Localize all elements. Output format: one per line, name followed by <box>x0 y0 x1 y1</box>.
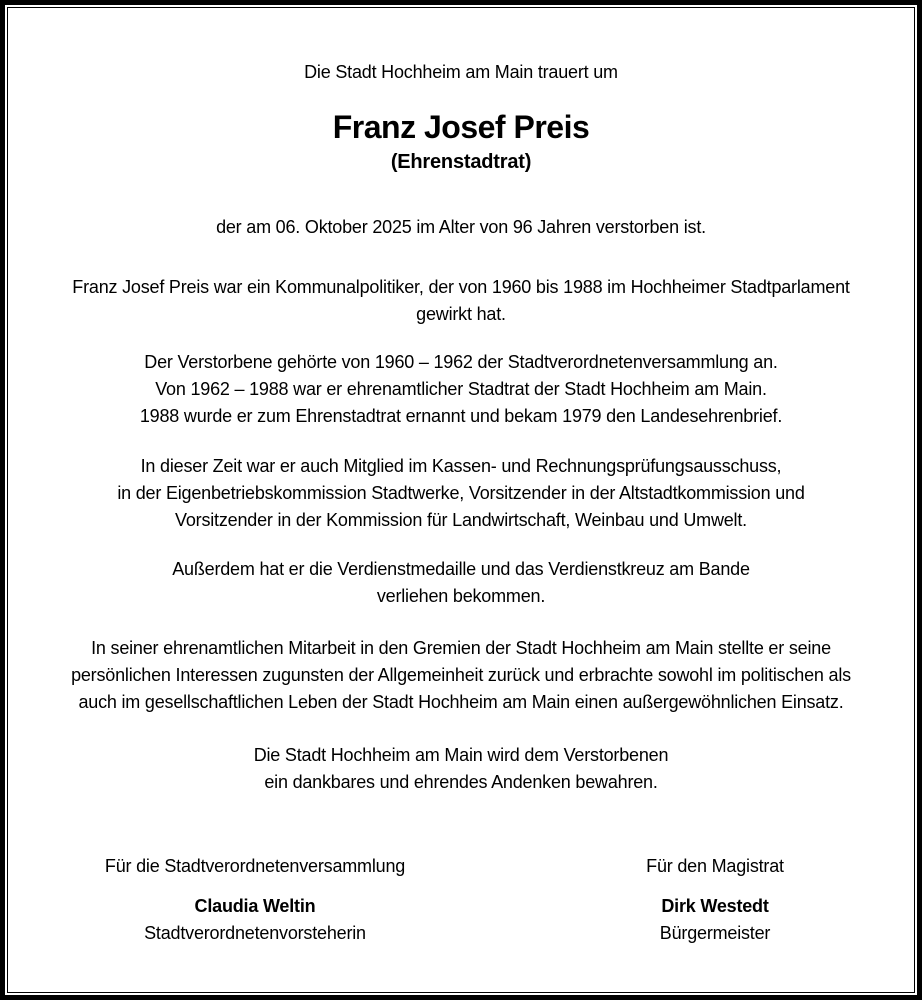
paragraph-career-summary <box>8 274 914 328</box>
paragraph-line: Vorsitzender in der Kommission für Landwirtschaft, Weinbau und Umwelt. <box>175 510 747 530</box>
paragraph-honors <box>8 556 914 610</box>
intro-line: Die Stadt Hochheim am Main trauert um <box>304 62 618 82</box>
signature-on-behalf: Für den Magistrat <box>646 856 784 876</box>
paragraph-line: Außerdem hat er die Verdienstmedaille und das Verdienstkreuz am Bande <box>172 559 750 579</box>
signature-name: Dirk Westedt <box>661 896 769 916</box>
paragraph-line: In seiner ehrenamtlichen Mitarbeit in den Gremien der Stadt Hochheim am Main stellte er seine <box>91 638 831 658</box>
paragraph-line: in der Eigenbetriebskommission Stadtwerke, Vorsitzender in der Altstadtkommission und <box>117 483 805 503</box>
inner-border-frame <box>7 7 915 993</box>
signature-block-magistrate <box>555 853 875 947</box>
signature-role: Stadtverordnetenvorsteherin <box>144 923 366 943</box>
paragraph-line: Der Verstorbene gehörte von 1960 – 1962 der Stadtverordnetenversammlung an. <box>144 352 778 372</box>
obituary-content <box>8 59 914 993</box>
paragraph-line: verliehen bekommen. <box>376 586 546 606</box>
death-statement: der am 06. Oktober 2025 im Alter von 96 Jahren verstorben ist. <box>216 217 706 237</box>
paragraph-line: persönlichen Interessen zugunsten der Allgemeinheit zurück und erbrachte sowohl im politischen als <box>71 665 851 685</box>
deceased-honorary-title: (Ehrenstadtrat) <box>390 151 532 173</box>
paragraph-offices <box>8 349 914 430</box>
paragraph-line: In dieser Zeit war er auch Mitglied im Kassen- und Rechnungsprüfungsausschuss, <box>140 456 782 476</box>
paragraph-line: ein dankbares und ehrendes Andenken bewahren. <box>264 772 658 792</box>
paragraph-line: gewirkt hat. <box>416 304 506 324</box>
paragraph-line: Die Stadt Hochheim am Main wird dem Verstorbenen <box>253 745 669 765</box>
paragraph-line: Franz Josef Preis war ein Kommunalpolitiker, der von 1960 bis 1988 im Hochheimer Stadtparlament <box>72 277 850 297</box>
paragraph-remembrance <box>8 742 914 796</box>
signature-role: Bürgermeister <box>659 923 771 943</box>
deceased-name: Franz Josef Preis <box>332 109 590 145</box>
paragraph-tribute <box>8 635 914 716</box>
signature-on-behalf: Für die Stadtverordnetenversammlung <box>104 856 406 876</box>
signatures-row <box>8 853 914 947</box>
paragraph-line: 1988 wurde er zum Ehrenstadtrat ernannt und bekam 1979 den Landesehrenbrief. <box>139 406 783 426</box>
signature-block-council <box>35 853 475 947</box>
paragraph-line: auch im gesellschaftlichen Leben der Stadt Hochheim am Main einen außergewöhnlichen Einsatz. <box>78 692 844 712</box>
paragraph-line: Von 1962 – 1988 war er ehrenamtlicher Stadtrat der Stadt Hochheim am Main. <box>155 379 767 399</box>
paragraph-committees <box>8 453 914 534</box>
signature-name: Claudia Weltin <box>194 896 316 916</box>
